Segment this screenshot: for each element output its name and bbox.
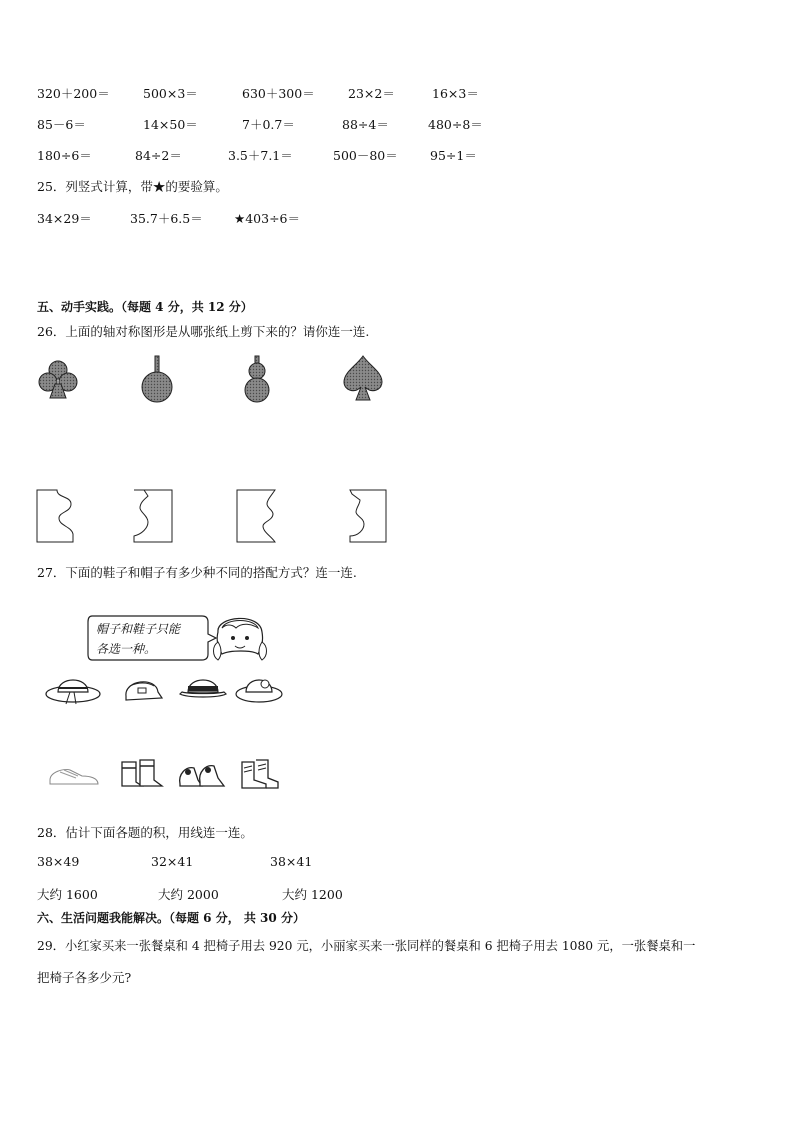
- folded-paper-2: [132, 490, 176, 542]
- hiking-shoes-icon: [176, 758, 226, 790]
- question-28-title: 28．估计下面各题的积，用线连一连。: [37, 825, 253, 840]
- oral-item: 180÷6＝: [37, 148, 92, 163]
- oral-item: 16×3＝: [432, 86, 479, 101]
- boots-icon: [118, 758, 166, 792]
- bubble-text-line2: 各选一种。: [96, 642, 157, 656]
- bubble-text-line1: 帽子和鞋子只能: [96, 622, 181, 636]
- folded-paper-1: [37, 490, 79, 542]
- girl-avatar-icon: [212, 610, 268, 666]
- product-item: 38×49: [37, 854, 80, 869]
- folded-paper-4: [346, 490, 390, 542]
- hat-ribbon-icon: [44, 670, 102, 706]
- oral-item: 85－6＝: [37, 117, 86, 132]
- sun-hat-icon: [234, 670, 284, 704]
- oral-item: 500－80＝: [333, 148, 398, 163]
- oral-item: 3.5＋7.1＝: [228, 148, 293, 163]
- oral-item: 320＋200＝: [37, 86, 110, 101]
- gourd-shape-icon: [240, 356, 274, 404]
- club-shape-icon: [36, 358, 80, 402]
- vertical-calc-item: 35.7＋6.5＝: [130, 211, 203, 226]
- estimate-item: 大约 2000: [158, 887, 219, 902]
- oral-item: 7＋0.7＝: [242, 117, 295, 132]
- oral-item: 480÷8＝: [428, 117, 483, 132]
- question-27-title: 27．下面的鞋子和帽子有多少种不同的搭配方式？连一连.: [37, 565, 357, 580]
- oral-item: 84÷2＝: [135, 148, 182, 163]
- question-25-title: 25．列竖式计算，带★的要验算。: [37, 179, 228, 194]
- section-6-heading: 六、生活问题我能解决。（每题 6 分， 共 30 分）: [37, 911, 305, 925]
- high-top-sneaker-icon: [236, 758, 282, 792]
- oral-item: 630＋300＝: [242, 86, 315, 101]
- question-29-line2: 把椅子各多少元?: [37, 970, 132, 985]
- product-item: 32×41: [151, 854, 194, 869]
- sneaker-icon: [46, 762, 102, 790]
- lollipop-shape-icon: [138, 356, 176, 404]
- oral-item: 88÷4＝: [342, 117, 389, 132]
- cap-icon: [120, 672, 164, 706]
- estimate-item: 大约 1200: [282, 887, 343, 902]
- question-29-line1: 29．小红家买来一张餐桌和 4 把椅子用去 920 元，小丽家买来一张同样的餐桌和 6 把椅子用去 1080 元，一张餐桌和一: [37, 939, 696, 953]
- spade-shape-icon: [340, 354, 386, 402]
- oral-item: 14×50＝: [143, 117, 198, 132]
- vertical-calc-item: 34×29＝: [37, 211, 92, 226]
- fedora-hat-icon: [178, 674, 228, 702]
- oral-item: 95÷1＝: [430, 148, 477, 163]
- oral-item: 500×3＝: [143, 86, 198, 101]
- vertical-calc-item: ★403÷6＝: [234, 211, 300, 226]
- question-26-title: 26．上面的轴对称图形是从哪张纸上剪下来的？请你连一连.: [37, 324, 370, 339]
- estimate-item: 大约 1600: [37, 887, 98, 902]
- section-5-heading: 五、动手实践。（每题 4 分，共 12 分）: [37, 300, 253, 314]
- folded-paper-3: [237, 490, 281, 542]
- product-item: 38×41: [270, 854, 313, 869]
- oral-item: 23×2＝: [348, 86, 395, 101]
